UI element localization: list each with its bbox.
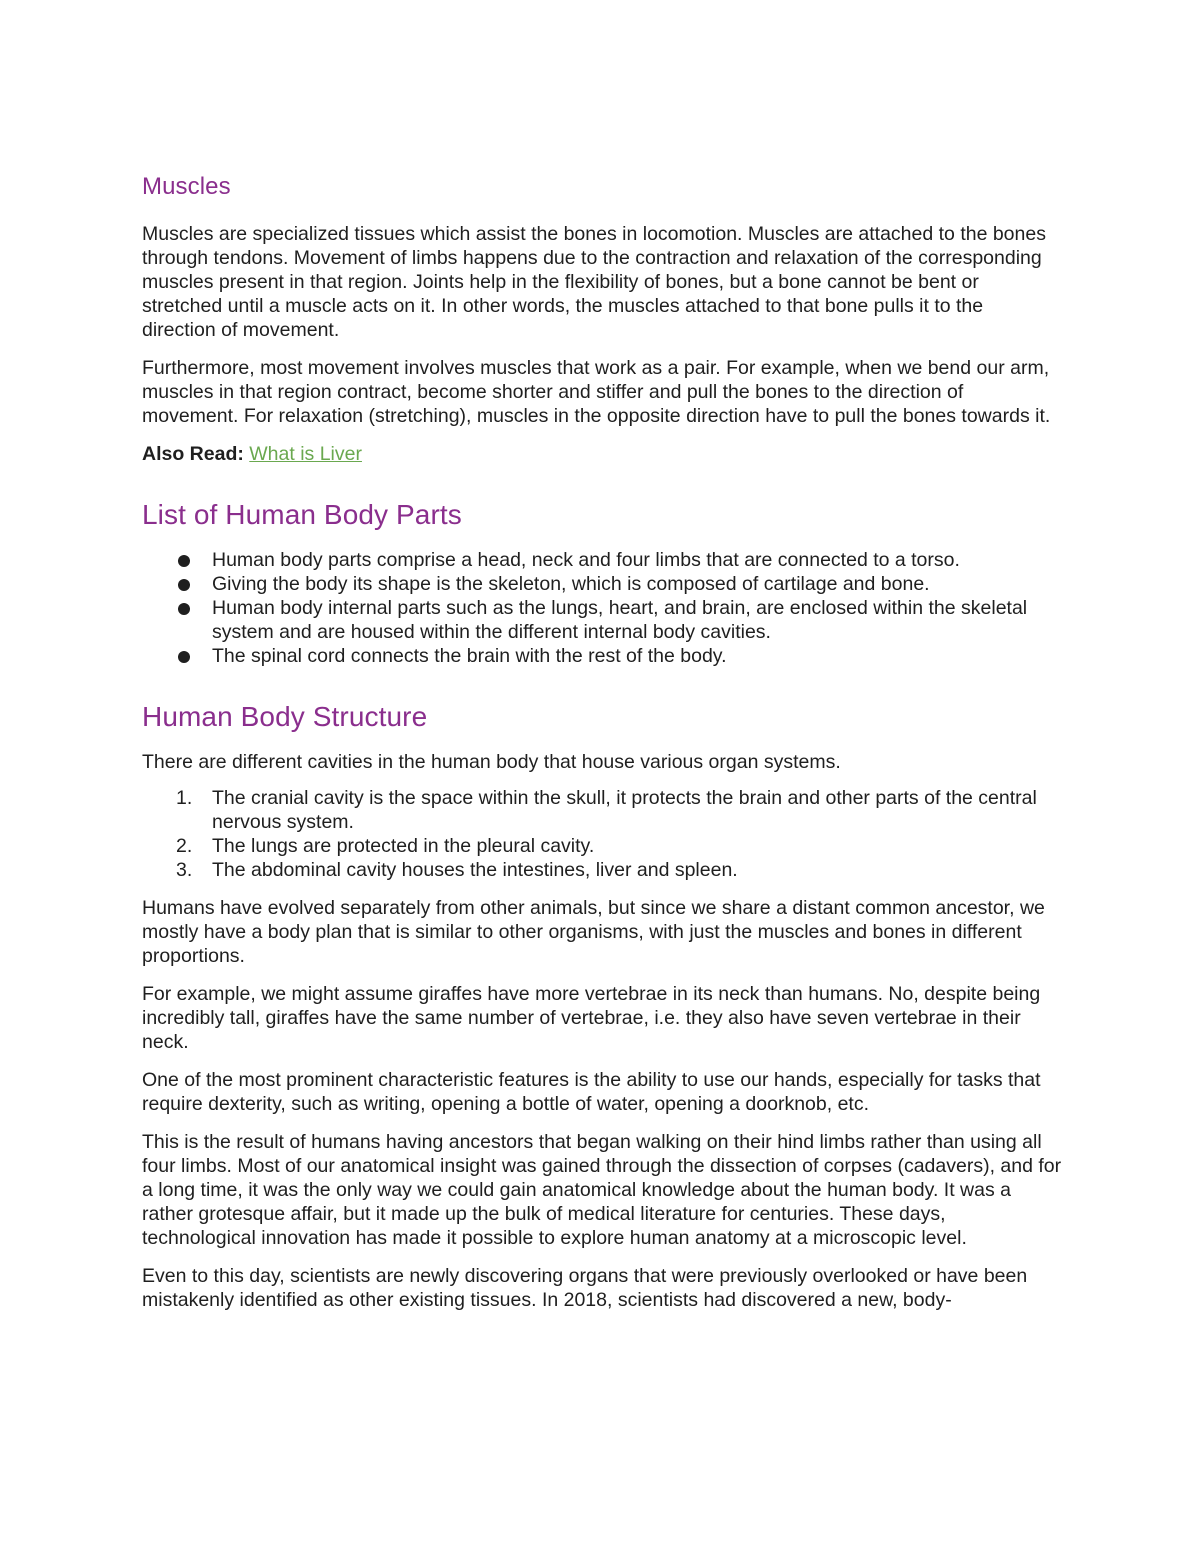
structure-intro: There are different cavities in the human body that house various organ systems. (142, 751, 841, 773)
bullet-icon (178, 603, 190, 615)
list-item: Giving the body its shape is the skeleton, which is composed of cartilage and bone. (142, 572, 1062, 596)
structure-heading: Human Body Structure (142, 701, 428, 732)
structure-paragraph-5: Even to this day, scientists are newly discovering organs that were previously overlooked or have been mistakenly identified as other existing tissues. In 2018, scientists had discovered a new, body- (142, 1265, 1028, 1311)
bullet-icon (178, 651, 190, 663)
bullet-icon (178, 579, 190, 591)
list-item: 1. The cranial cavity is the space within the skull, it protects the brain and other parts of the central nervous system. (176, 787, 1037, 833)
muscles-paragraph-2: Furthermore, most movement involves muscles that work as a pair. For example, when we bend our arm, muscles in that region contract, become shorter and stiffer and pull the bones to the direction of movement. For relaxation (stretching), muscles in the opposite direction have to pull the bones towards it. (142, 357, 1051, 427)
list-item: Human body internal parts such as the lungs, heart, and brain, are enclosed within the skeletal system and are housed within the different internal body cavities. (142, 596, 1062, 644)
body-parts-list (142, 548, 1062, 668)
bullet-icon (178, 555, 190, 567)
list-item: The spinal cord connects the brain with the rest of the body. (142, 644, 1062, 668)
also-read-label: Also Read: (142, 443, 244, 465)
structure-paragraph-4: This is the result of humans having ancestors that began walking on their hind limbs rather than using all four limbs. Most of our anatomical insight was gained through the dissection of corpses (cadavers), and for a long time, it was the only way we could gain anatomical knowledge about the human body. It was a rather grotesque affair, but it made up the bulk of medical literature for centuries. These days, technological innovation has made it possible to explore human anatomy at a microscopic level. (142, 1131, 1062, 1249)
muscles-paragraph-1: Muscles are specialized tissues which assist the bones in locomotion. Muscles are attached to the bones through tendons. Movement of limbs happens due to the contraction and relaxation of the corresponding muscles present in that region. Joints help in the flexibility of bones, but a bone cannot be bent or stretched until a muscle acts on it. In other words, the muscles attached to that bone pulls it to the direction of movement. (142, 223, 1046, 341)
muscles-heading: Muscles (142, 173, 231, 200)
also-read-link[interactable]: What is Liver (249, 443, 362, 465)
list-item: Human body parts comprise a head, neck and four limbs that are connected to a torso. (142, 548, 1062, 572)
structure-paragraph-3: One of the most prominent characteristic features is the ability to use our hands, especially for tasks that require dexterity, such as writing, opening a bottle of water, opening a doorknob, etc. (142, 1069, 1041, 1115)
also-read-line (142, 442, 1062, 466)
document-page (142, 168, 1062, 1326)
cavities-list (142, 786, 1062, 882)
structure-paragraph-2: For example, we might assume giraffes have more vertebrae in its neck than humans. No, despite being incredibly tall, giraffes have the same number of vertebrae, i.e. they also have seven vertebrae in their neck. (142, 983, 1041, 1053)
structure-paragraph-1: Humans have evolved separately from other animals, but since we share a distant common ancestor, we mostly have a body plan that is similar to other organisms, with just the muscles and bones in different proportions. (142, 897, 1045, 967)
list-item: 3. The abdominal cavity houses the intestines, liver and spleen. (176, 859, 738, 881)
body-parts-heading: List of Human Body Parts (142, 499, 462, 530)
list-item: 2. The lungs are protected in the pleural cavity. (176, 835, 595, 857)
